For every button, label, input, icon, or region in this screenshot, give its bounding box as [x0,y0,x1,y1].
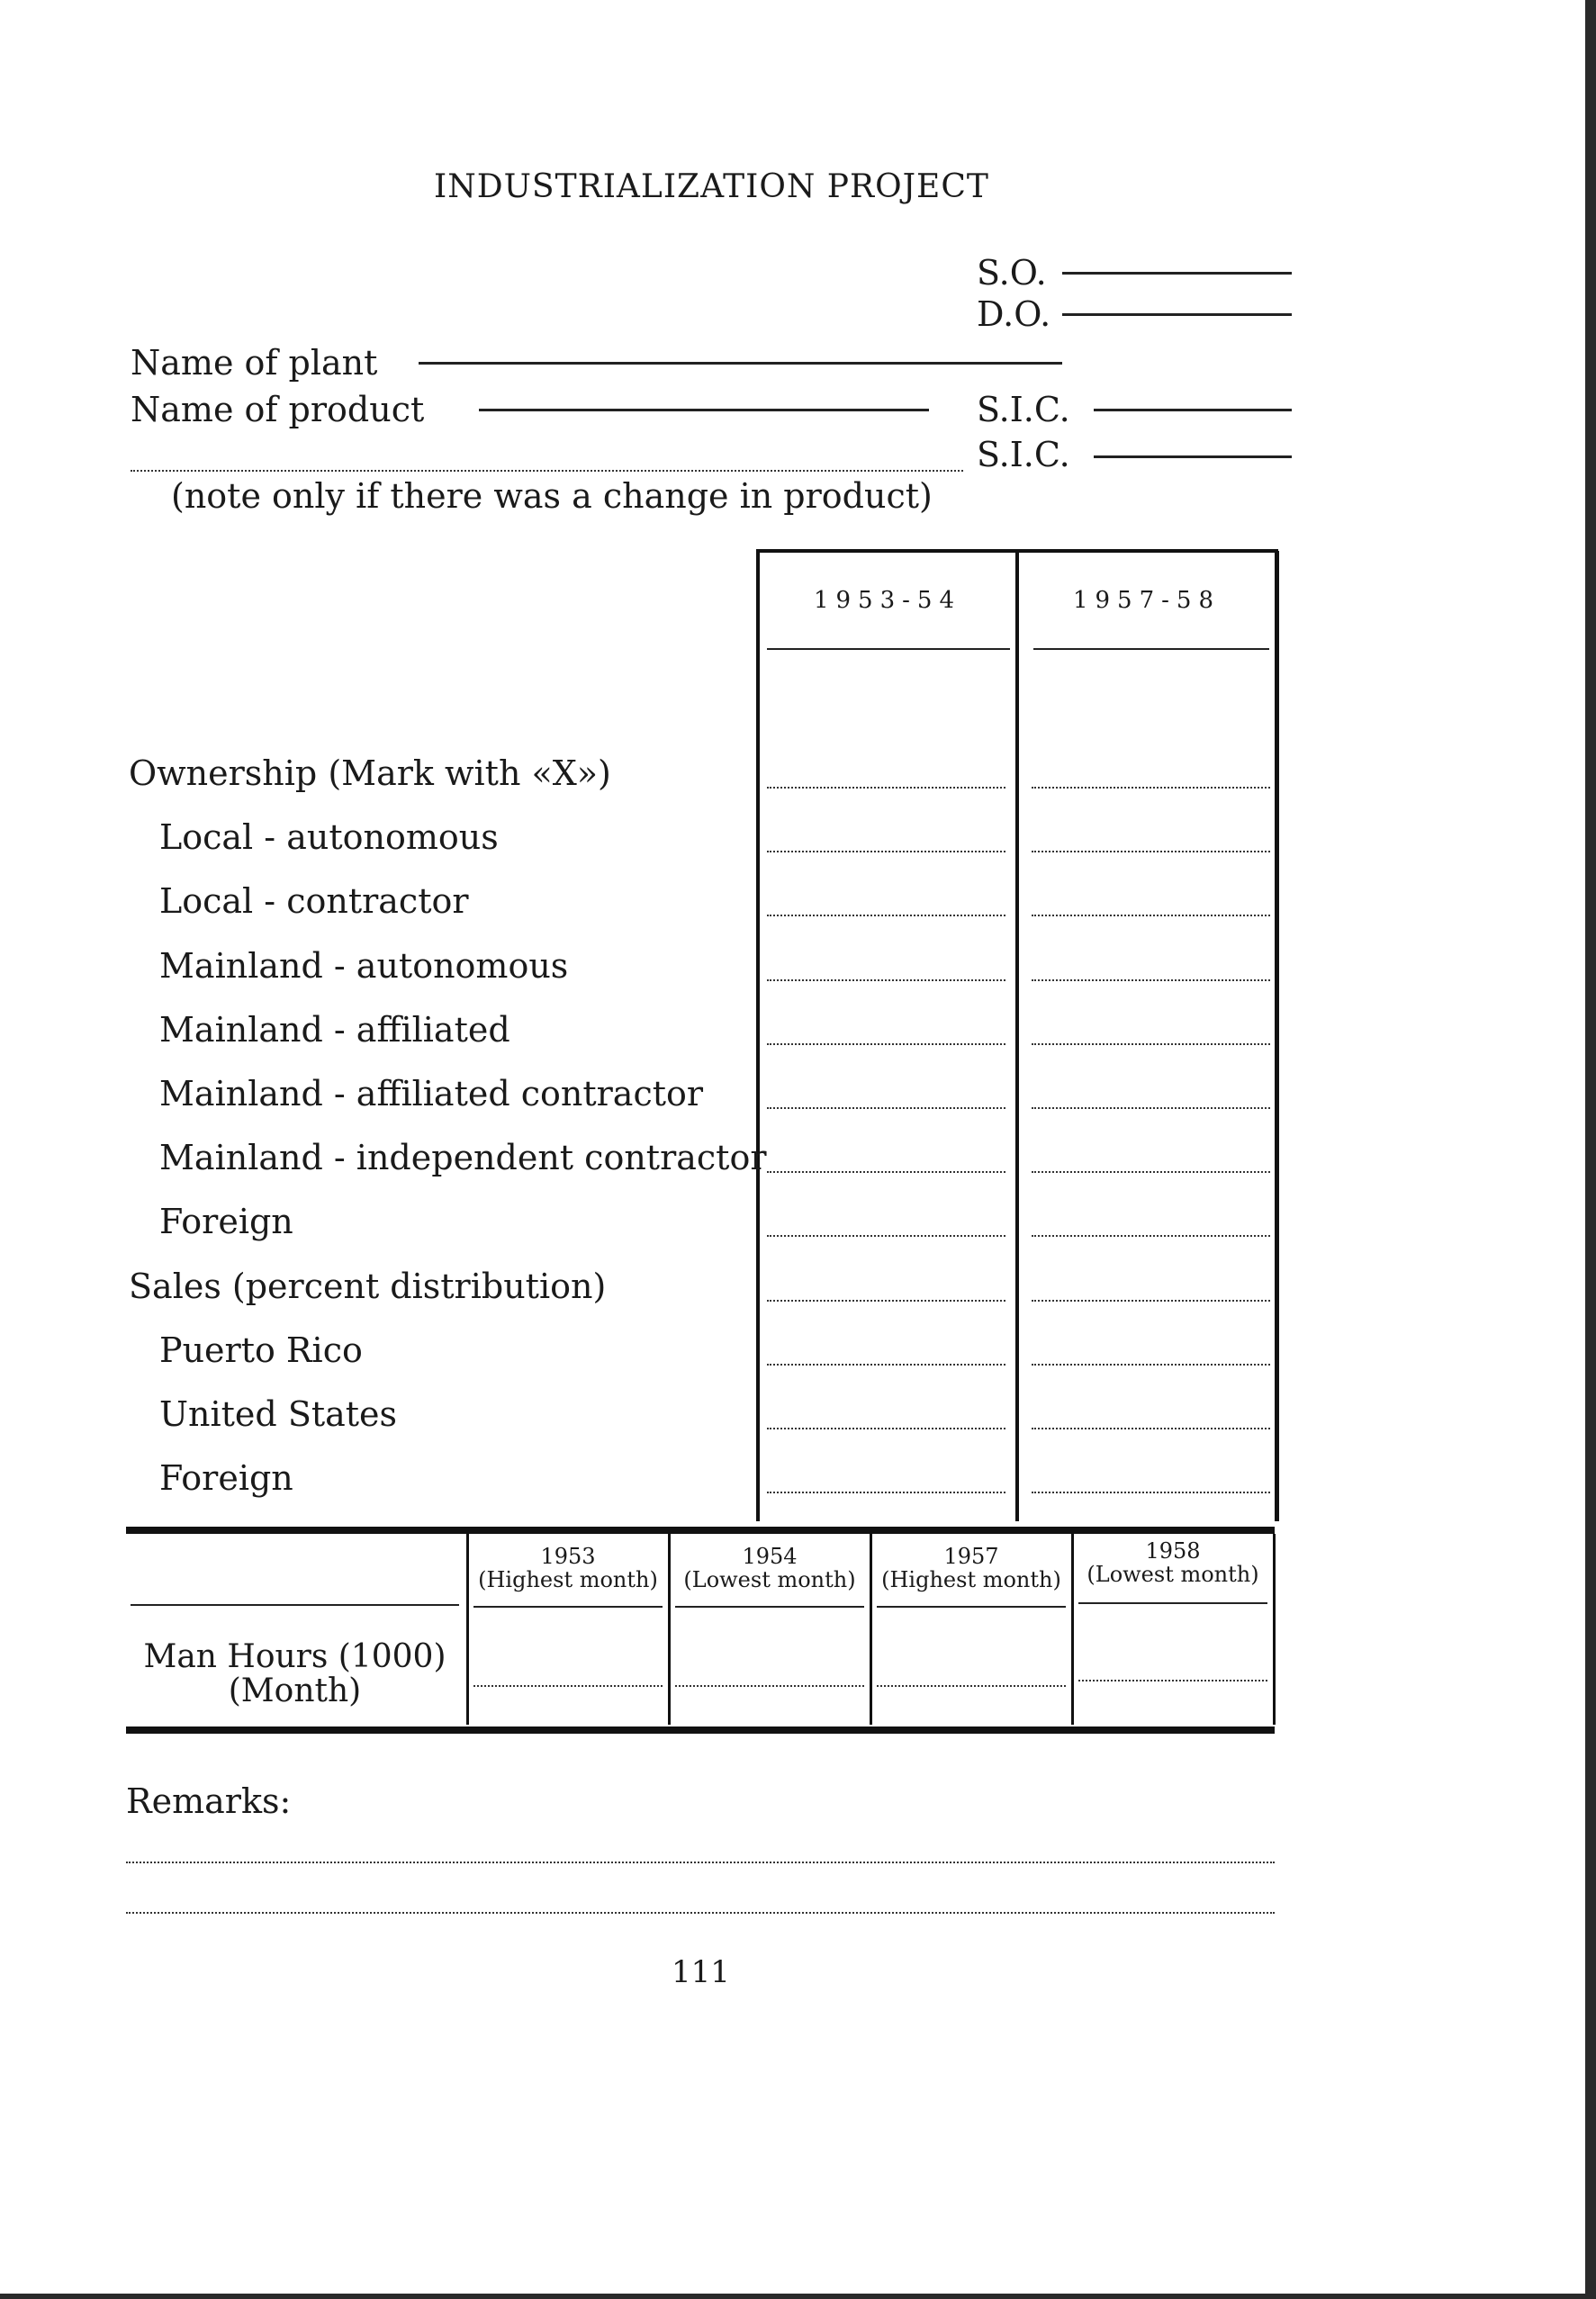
man-hours-input-1953[interactable] [473,1685,663,1687]
col-note: (Highest month) [478,1567,658,1593]
row-label: Mainland - independent contractor [159,1138,767,1177]
man-hours-label-line1: Man Hours (1000) [143,1638,446,1675]
man-hours-input-1958[interactable] [1078,1680,1267,1681]
col-note: (Lowest month) [1087,1562,1259,1588]
product-note: (note only if there was a change in product) [171,476,933,516]
man-hours-divider [1071,1534,1074,1725]
col-note: (Highest month) [881,1567,1061,1593]
remarks-label: Remarks: [126,1781,292,1821]
cell-1957-58[interactable] [1032,851,1270,852]
man-hours-input-1954[interactable] [675,1685,864,1687]
product-label: Name of product [131,390,425,429]
row-label: Local - autonomous [159,817,499,857]
cell-1953-54[interactable] [767,1300,1005,1302]
sic-label-1: S.I.C. [977,390,1070,429]
cell-1957-58[interactable] [1032,1043,1270,1045]
man-hours-label-underline [131,1604,459,1606]
so-label: S.O. [977,253,1047,293]
plant-label: Name of plant [131,343,378,383]
cell-1953-54[interactable] [767,1428,1005,1429]
cell-1957-58[interactable] [1032,787,1270,789]
man-hours-bottom-border [126,1727,1275,1734]
man-hours-divider [466,1534,469,1725]
row-label: Local - contractor [159,881,469,921]
so-field[interactable] [1062,272,1292,275]
column-header-1957-58: 1957-58 [1072,587,1222,614]
cell-1953-54[interactable] [767,787,1005,789]
product-field[interactable] [479,409,929,411]
scan-edge [1585,0,1596,2299]
man-hours-col-1953 [470,1545,666,1592]
col-year: 1953 [540,1544,596,1569]
remarks-line-2[interactable] [126,1912,1275,1914]
col-note: (Lowest month) [683,1567,856,1593]
cell-1957-58[interactable] [1032,1428,1270,1429]
column-header-underline [767,648,1010,650]
man-hours-divider [1273,1534,1276,1725]
col-header-underline [473,1606,663,1608]
page-number: 111 [672,1954,730,1990]
sic-field-2[interactable] [1094,455,1292,458]
row-label: Mainland - affiliated [159,1010,510,1050]
man-hours-label [131,1640,459,1708]
man-hours-input-1957[interactable] [877,1685,1066,1687]
cell-1957-58[interactable] [1032,915,1270,916]
do-field[interactable] [1062,313,1292,316]
row-label: United States [159,1394,398,1434]
row-label: Sales (percent distribution) [129,1267,607,1306]
cell-1953-54[interactable] [767,915,1005,916]
col-header-underline [877,1606,1066,1608]
man-hours-label-line2: (Month) [228,1672,362,1709]
man-hours-top-border [126,1527,1275,1534]
cell-1957-58[interactable] [1032,1300,1270,1302]
row-label: Mainland - autonomous [159,946,569,986]
cell-1957-58[interactable] [1032,1107,1270,1109]
cell-1953-54[interactable] [767,851,1005,852]
cell-1957-58[interactable] [1032,1492,1270,1493]
page-title: INDUSTRIALIZATION PROJECT [434,168,989,205]
changed-product-field[interactable] [131,470,963,472]
row-label: Mainland - affiliated contractor [159,1074,704,1113]
column-header-underline [1033,648,1269,650]
plant-field[interactable] [419,362,1062,365]
remarks-line-1[interactable] [126,1862,1275,1863]
row-label: Foreign [159,1202,293,1241]
col-header-underline [1078,1602,1267,1604]
cell-1957-58[interactable] [1032,1364,1270,1366]
man-hours-divider [668,1534,671,1725]
main-table-middle-border [1015,551,1019,1521]
do-label: D.O. [977,294,1051,334]
cell-1957-58[interactable] [1032,1171,1270,1173]
col-header-underline [675,1606,864,1608]
cell-1953-54[interactable] [767,1235,1005,1237]
man-hours-col-1957 [873,1545,1069,1592]
col-year: 1957 [943,1544,999,1569]
cell-1953-54[interactable] [767,979,1005,981]
sic-label-2: S.I.C. [977,435,1070,474]
column-header-1953-54: 1953-54 [813,587,962,614]
man-hours-col-1958 [1075,1539,1271,1587]
cell-1953-54[interactable] [767,1364,1005,1366]
col-year: 1958 [1145,1538,1201,1564]
scan-bottom-edge [0,2294,1596,2299]
cell-1953-54[interactable] [767,1043,1005,1045]
col-year: 1954 [742,1544,798,1569]
main-table-left-border [756,551,760,1521]
man-hours-divider [870,1534,872,1725]
row-label: Ownership (Mark with «X») [129,753,611,793]
man-hours-col-1954 [672,1545,868,1592]
row-label: Puerto Rico [159,1330,363,1370]
cell-1957-58[interactable] [1032,979,1270,981]
sic-field-1[interactable] [1094,409,1292,411]
row-label: Foreign [159,1458,293,1498]
cell-1953-54[interactable] [767,1492,1005,1493]
cell-1957-58[interactable] [1032,1235,1270,1237]
cell-1953-54[interactable] [767,1171,1005,1173]
main-table-right-border [1275,551,1279,1521]
cell-1953-54[interactable] [767,1107,1005,1109]
